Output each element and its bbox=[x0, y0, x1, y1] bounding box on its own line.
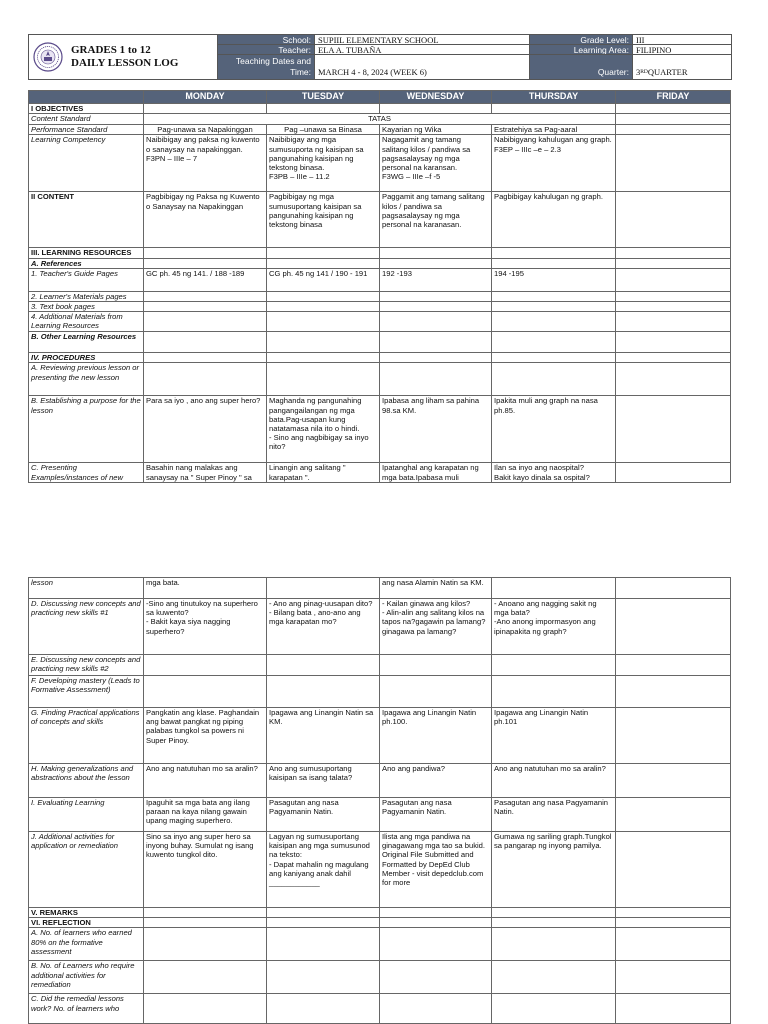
procedure-d-wednesday: - Kailan ginawa ang kilos? - Alin-alin ang salitang kilos na tapos na?gagawin pa lamang?ginagawa pa lamang? bbox=[380, 599, 492, 655]
procedure-b-thursday: Ipakita muli ang graph na nasa ph.85. bbox=[492, 396, 616, 463]
procedure-d-label: D. Discussing new concepts and practicing new skills #1 bbox=[29, 599, 144, 655]
table-row bbox=[29, 312, 731, 332]
procedure-h-monday: Ano ang natutuhan mo sa aralin? bbox=[144, 764, 267, 798]
procedure-c-friday bbox=[616, 463, 731, 483]
table-row bbox=[29, 192, 731, 248]
lesson-table-page-one bbox=[28, 90, 731, 483]
content-friday bbox=[616, 192, 731, 248]
reflection-a-label: A. No. of learners who earned 80% on the formative assessment bbox=[29, 928, 144, 961]
procedure-j-thursday: Gumawa ng sariling graph.Tungkol sa pangarap ng inyong pamilya. bbox=[492, 832, 616, 908]
other-resources-label: B. Other Learning Resources bbox=[29, 332, 144, 353]
table-row bbox=[29, 258, 731, 268]
procedure-d-monday: -Sino ang tinutukoy na superhero sa kuwento? - Bakit kaya siya nagging superhero? bbox=[144, 599, 267, 655]
table-row bbox=[29, 764, 731, 798]
teaching-dates-value: MARCH 4 - 8, 2024 (WEEK 6) bbox=[315, 55, 530, 79]
content-monday: Pagbibigay ng Paksa ng Kuwento o Sanaysay na Napakinggan bbox=[144, 192, 267, 248]
day-monday: MONDAY bbox=[144, 91, 267, 104]
table-row bbox=[29, 708, 731, 764]
procedure-e-label: E. Discussing new concepts and practicing new skills #2 bbox=[29, 655, 144, 676]
table-row bbox=[29, 463, 731, 483]
procedure-c-thursday: Ilan sa inyo ang naospital? Bakit kayo dinala sa ospital? bbox=[492, 463, 616, 483]
day-friday: FRIDAY bbox=[616, 91, 731, 104]
procedure-j-tuesday: Lagyan ng sumusuportang kaisipan ang mga sumusunod na teksto: - Dapat mahalin ng magulang ang kaniyang anak dahil ____________ bbox=[267, 832, 380, 908]
procedure-g-friday bbox=[616, 708, 731, 764]
procedure-a-label: A. Reviewing previous lesson or presenting the new lesson bbox=[29, 363, 144, 396]
reflection-heading: VI. REFLECTION bbox=[29, 918, 144, 928]
procedure-d-tuesday: - Ano ang pinag-uusapan dito? - Bilang bata , ano-ano ang mga karapatan mo? bbox=[267, 599, 380, 655]
quarter-suffix: RD bbox=[640, 69, 648, 75]
teacher-label: Teacher: bbox=[218, 45, 315, 55]
page-one bbox=[0, 0, 768, 505]
procedure-i-label: I. Evaluating Learning bbox=[29, 798, 144, 832]
table-row bbox=[29, 104, 731, 114]
quarter-label: Quarter: bbox=[530, 55, 633, 79]
day-tuesday: TUESDAY bbox=[267, 91, 380, 104]
performance-wednesday: Kayarian ng Wika bbox=[380, 125, 492, 135]
document-title bbox=[71, 44, 178, 70]
performance-thursday: Estratehiya sa Pag-aaral bbox=[492, 125, 616, 135]
procedure-g-wednesday: Ipagawa ang Linangin Natin ph.100. bbox=[380, 708, 492, 764]
table-row bbox=[29, 268, 731, 291]
day-wednesday: WEDNESDAY bbox=[380, 91, 492, 104]
teachers-guide-label: 1. Teacher's Guide Pages bbox=[29, 268, 144, 291]
procedure-i-thursday: Pasagutan ang nasa Pagyamanin Natin. bbox=[492, 798, 616, 832]
table-row bbox=[29, 599, 731, 655]
table-row bbox=[29, 363, 731, 396]
procedure-i-wednesday: Pasagutan ang nasa Pagyamanin Natin. bbox=[380, 798, 492, 832]
content-thursday: Pagbibigay kahulugan ng graph. bbox=[492, 192, 616, 248]
table-row bbox=[29, 114, 731, 125]
tg-friday bbox=[616, 268, 731, 291]
performance-standard-label: Performance Standard bbox=[29, 125, 144, 135]
table-row bbox=[29, 248, 731, 258]
page-two bbox=[0, 575, 768, 1024]
procedure-h-label: H. Making generalizations and abstractions about the lesson bbox=[29, 764, 144, 798]
header-fields bbox=[218, 35, 731, 79]
table-row bbox=[29, 655, 731, 676]
procedure-i-friday bbox=[616, 798, 731, 832]
procedure-c-continued-tuesday bbox=[267, 578, 380, 599]
learning-resources-heading: III. LEARNING RESOURCES bbox=[29, 248, 144, 258]
table-row bbox=[29, 332, 731, 353]
deped-seal-icon bbox=[33, 42, 63, 72]
content-heading: II CONTENT bbox=[29, 192, 144, 248]
header-title-block bbox=[29, 35, 218, 79]
content-wednesday: Paggamit ang tamang salitang kilos / pandiwa sa pagsasalaysay ng mga personal na karanasan. bbox=[380, 192, 492, 248]
table-row bbox=[29, 798, 731, 832]
content-tuesday: Pagbibigay ng mga sumusuportang kaisipan sa pangunahing kaisipan ng tekstong binasa bbox=[267, 192, 380, 248]
table-row bbox=[29, 396, 731, 463]
teacher-value: ELA A. TUBAÑA bbox=[315, 45, 530, 55]
school-label: School: bbox=[218, 35, 315, 45]
procedure-b-label: B. Establishing a purpose for the lesson bbox=[29, 396, 144, 463]
competency-friday bbox=[616, 135, 731, 192]
table-row bbox=[29, 961, 731, 994]
competency-monday: Naibibigay ang paksa ng kuwento o sanaysay na napakinggan. F3PN – IIIe – 7 bbox=[144, 135, 267, 192]
reflection-b-label: B. No. of Learners who require additional activities for remediation bbox=[29, 961, 144, 994]
procedures-heading: IV. PROCEDURES bbox=[29, 353, 144, 363]
references-heading: A. References bbox=[29, 258, 144, 268]
procedure-c-continued-label: lesson bbox=[29, 578, 144, 599]
procedure-b-wednesday: Ipabasa ang liham sa pahina 98.sa KM. bbox=[380, 396, 492, 463]
procedure-c-label: C. Presenting Examples/instances of new bbox=[29, 463, 144, 483]
teaching-dates-label: Teaching Dates and Time: bbox=[218, 55, 315, 79]
procedure-g-label: G. Finding Practical applications of concepts and skills bbox=[29, 708, 144, 764]
procedure-g-thursday: Ipagawa ang Linangin Natin ph.101 bbox=[492, 708, 616, 764]
school-value: SUPIIL ELEMENTARY SCHOOL bbox=[315, 35, 530, 45]
corner-cell bbox=[29, 91, 144, 104]
competency-thursday: Nabibigyang kahulugan ang graph. F3EP – IIIc –e – 2.3 bbox=[492, 135, 616, 192]
table-row bbox=[29, 918, 731, 928]
procedure-j-friday bbox=[616, 832, 731, 908]
procedure-h-wednesday: Ano ang pandiwa? bbox=[380, 764, 492, 798]
quarter-word: QUARTER bbox=[647, 67, 688, 77]
objectives-heading: I OBJECTIVES bbox=[29, 104, 144, 114]
grade-level-label: Grade Level: bbox=[530, 35, 633, 45]
procedure-i-monday: Ipaguhit sa mga bata ang ilang paraan na kaya nilang gawain upang maging superhero. bbox=[144, 798, 267, 832]
table-row bbox=[29, 994, 731, 1024]
procedure-j-label: J. Additional activities for application or remediation bbox=[29, 832, 144, 908]
remarks-heading: V. REMARKS bbox=[29, 908, 144, 918]
tg-tuesday: CG ph. 45 ng 141 / 190 - 191 bbox=[267, 268, 380, 291]
procedure-c-continued-thursday bbox=[492, 578, 616, 599]
day-thursday: THURSDAY bbox=[492, 91, 616, 104]
tg-monday: GC ph. 45 ng 141. / 188 -189 bbox=[144, 268, 267, 291]
table-row bbox=[29, 302, 731, 312]
procedure-h-tuesday: Ano ang sumusuportang kaisipan sa isang talata? bbox=[267, 764, 380, 798]
table-row bbox=[29, 832, 731, 908]
procedure-b-tuesday: Maghanda ng pangunahing pangangailangan ng mga bata.Pag-usapan kung natatamasa nila ito o hindi. - Sino ang nagbibigay sa inyo nito? bbox=[267, 396, 380, 463]
quarter-number: 3 bbox=[636, 67, 641, 77]
table-row bbox=[29, 135, 731, 192]
procedure-g-monday: Pangkatin ang klase. Paghandain ang bawat pangkat ng piping palabas tungkol sa powers ni Super Pinoy. bbox=[144, 708, 267, 764]
title-grades: GRADES 1 to 12 bbox=[71, 44, 151, 56]
title-daily-lesson-log: DAILY LESSON LOG bbox=[71, 57, 179, 69]
procedure-f-label: F. Developing mastery (Leads to Formative Assessment) bbox=[29, 676, 144, 708]
procedure-j-wednesday: Ilista ang mga pandiwa na ginagawang mga tao sa bukid. Original File Submitted and Formatted by DepEd Club Member - visit depedclub.com for more bbox=[380, 832, 492, 908]
text-book-label: 3. Text book pages bbox=[29, 302, 144, 312]
procedure-c-continued-monday: mga bata. bbox=[144, 578, 267, 599]
learning-area-value: FILIPINO bbox=[633, 45, 731, 55]
day-header-row bbox=[29, 91, 731, 104]
grade-level-value: III bbox=[633, 35, 731, 45]
procedure-d-friday bbox=[616, 599, 731, 655]
tg-wednesday: 192 -193 bbox=[380, 268, 492, 291]
tg-thursday: 194 -195 bbox=[492, 268, 616, 291]
performance-monday: Pag-unawa sa Napakinggan bbox=[144, 125, 267, 135]
content-standard-value: TATAS bbox=[144, 114, 616, 125]
procedure-c-continued-friday bbox=[616, 578, 731, 599]
competency-tuesday: Naibibigay ang mga sumusuporta ng kaisipan sa pangunahing kaisipan ng tekstong binasa. F3PB – IIIe – 11.2 bbox=[267, 135, 380, 192]
procedure-c-tuesday: Linangin ang salitang " karapatan ". bbox=[267, 463, 380, 483]
procedure-c-monday: Basahin nang malakas ang sanaysay na " Super Pinoy " sa bbox=[144, 463, 267, 483]
table-row bbox=[29, 676, 731, 708]
procedure-b-friday bbox=[616, 396, 731, 463]
table-row bbox=[29, 578, 731, 599]
additional-materials-label: 4. Additional Materials from Learning Resources bbox=[29, 312, 144, 332]
procedure-i-tuesday: Pasagutan ang nasa Pagyamanin Natin. bbox=[267, 798, 380, 832]
procedure-c-continued-wednesday: ang nasa Alamin Natin sa KM. bbox=[380, 578, 492, 599]
competency-wednesday: Nagagamit ang tamang salitang kilos / pandiwa sa pagsasalaysay ng mga personal na karansan. F3WG – IIIe –f -5 bbox=[380, 135, 492, 192]
content-standard-label: Content Standard bbox=[29, 114, 144, 125]
procedure-h-thursday: Ano ang natutuhan mo sa aralin? bbox=[492, 764, 616, 798]
quarter-value bbox=[633, 55, 731, 79]
lesson-log-header bbox=[28, 34, 732, 80]
table-row bbox=[29, 928, 731, 961]
procedure-j-monday: Sino sa inyo ang super hero sa inyong buhay. Sumulat ng isang kuwento tungkol dito. bbox=[144, 832, 267, 908]
lesson-table-page-two bbox=[28, 577, 731, 1024]
reflection-c-label: C. Did the remedial lessons work? No. of learners who bbox=[29, 994, 144, 1024]
table-row bbox=[29, 291, 731, 301]
learning-competency-label: Learning Competency bbox=[29, 135, 144, 192]
table-row bbox=[29, 908, 731, 918]
table-row bbox=[29, 353, 731, 363]
table-row bbox=[29, 125, 731, 135]
performance-tuesday: Pag –unawa sa Binasa bbox=[267, 125, 380, 135]
procedure-h-friday bbox=[616, 764, 731, 798]
procedure-d-thursday: - Anoano ang nagging sakit ng mga bata? -Ano anong impormasyon ang ipinapakita ng graph? bbox=[492, 599, 616, 655]
procedure-g-tuesday: Ipagawa ang Linangin Natin sa KM. bbox=[267, 708, 380, 764]
performance-friday bbox=[616, 125, 731, 135]
learners-materials-label: 2. Learner's Materials pages bbox=[29, 291, 144, 301]
learning-area-label: Learning Area: bbox=[530, 45, 633, 55]
procedure-b-monday: Para sa iyo , ano ang super hero? bbox=[144, 396, 267, 463]
procedure-c-wednesday: Ipatanghal ang karapatan ng mga bata.Ipabasa muli bbox=[380, 463, 492, 483]
